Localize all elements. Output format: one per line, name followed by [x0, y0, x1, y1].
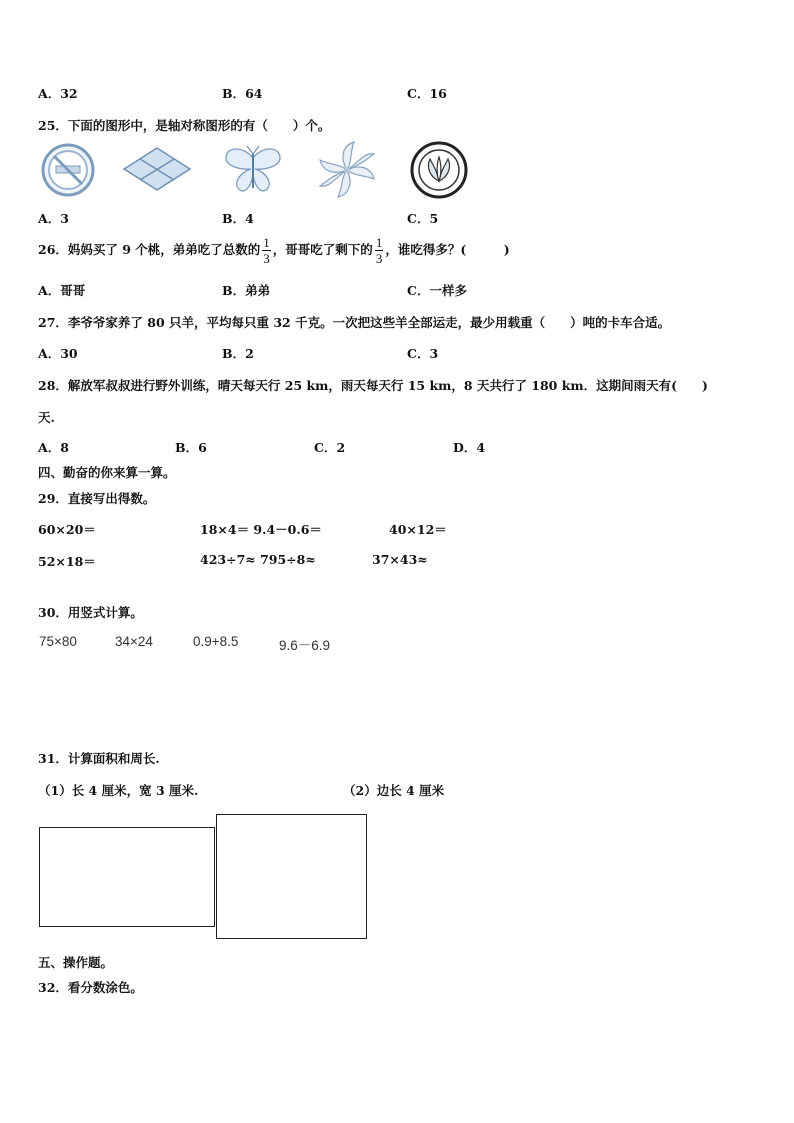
leaf-emblem-icon	[410, 141, 468, 199]
q28-question-line1: 28．解放军叔叔进行野外训练，晴天每天行 25 km，雨天每天行 15 km，8 天共行了 180 km．这期间雨天有( )	[38, 378, 708, 393]
pinwheel-flower-icon	[316, 140, 378, 200]
q31-question: 31．计算面积和周长.	[38, 751, 160, 766]
q26-option-b: B．弟弟	[222, 283, 271, 298]
q27-question: 27．李爷爷家养了 80 只羊，平均每只重 32 千克。一次把这些羊全部运走，最少用载重（ ）吨的卡车合适。	[38, 315, 671, 330]
q26-option-c: C．一样多	[407, 283, 467, 298]
fraction-one-third-remaining: $\frac{1}{3}$	[375, 235, 383, 266]
q28-option-d: D．4	[453, 440, 486, 455]
q28-question-line2: 天.	[38, 410, 55, 425]
q29-row2-item2: 423÷7≈ 795÷8≈	[200, 552, 316, 567]
q29-row1-item1: 60×20＝	[38, 522, 96, 537]
q26-text-part3: ，谁吃得多？( )	[385, 242, 510, 257]
q24-option-a: A．32	[38, 86, 78, 101]
q29-row2-item3: 37×43≈	[372, 552, 428, 567]
q32-question: 32．看分数涂色。	[38, 980, 143, 995]
q26-text-part2: ，哥哥吃了剩下的	[272, 242, 373, 257]
q30-item-2: 34×24	[115, 634, 153, 649]
q25-option-c: C．5	[407, 211, 439, 226]
q31-sub1: （1）长 4 厘米，宽 3 厘米.	[38, 783, 199, 798]
butterfly-icon	[222, 144, 284, 196]
square-side-4-figure	[216, 814, 367, 939]
q25-option-b: B．4	[222, 211, 254, 226]
q24-option-c: C．16	[407, 86, 447, 101]
rhombus-tiles-icon	[122, 146, 192, 192]
q28-option-b: B．6	[175, 440, 207, 455]
q28-option-c: C．2	[314, 440, 346, 455]
q30-question: 30．用竖式计算。	[38, 605, 143, 620]
q29-question: 29．直接写出得数。	[38, 491, 156, 506]
q29-row1-item2: 18×4＝ 9.4－0.6＝	[200, 522, 322, 537]
q24-option-b: B．64	[222, 86, 263, 101]
q31-sub2: （2）边长 4 厘米	[343, 783, 445, 798]
q25-option-a: A．3	[38, 211, 69, 226]
q30-item-4: 9.6－6.9	[279, 638, 331, 653]
section-5-title: 五、操作题。	[38, 955, 114, 970]
q27-option-a: A．30	[38, 346, 78, 361]
q28-option-a: A．8	[38, 440, 69, 455]
rectangle-4x3-figure	[39, 827, 215, 927]
fraction-one-third: $\frac{1}{3}$	[263, 235, 270, 266]
q26-question	[38, 236, 510, 265]
q29-row1-item3: 40×12＝	[389, 522, 447, 537]
q30-item-1: 75×80	[39, 634, 77, 649]
q26-option-a: A．哥哥	[38, 283, 86, 298]
q29-row2-item1: 52×18＝	[38, 554, 96, 569]
q25-question: 25．下面的图形中，是轴对称图形的有（ ）个。	[38, 118, 331, 133]
section-4-title: 四、勤奋的你来算一算。	[38, 465, 176, 480]
q30-item-3: 0.9+8.5	[193, 634, 239, 649]
q27-option-b: B．2	[222, 346, 254, 361]
q27-option-c: C．3	[407, 346, 439, 361]
q26-text-part1: 26．妈妈买了 9 个桃，弟弟吃了总数的	[38, 242, 261, 257]
no-smoking-sign-icon	[40, 142, 96, 198]
